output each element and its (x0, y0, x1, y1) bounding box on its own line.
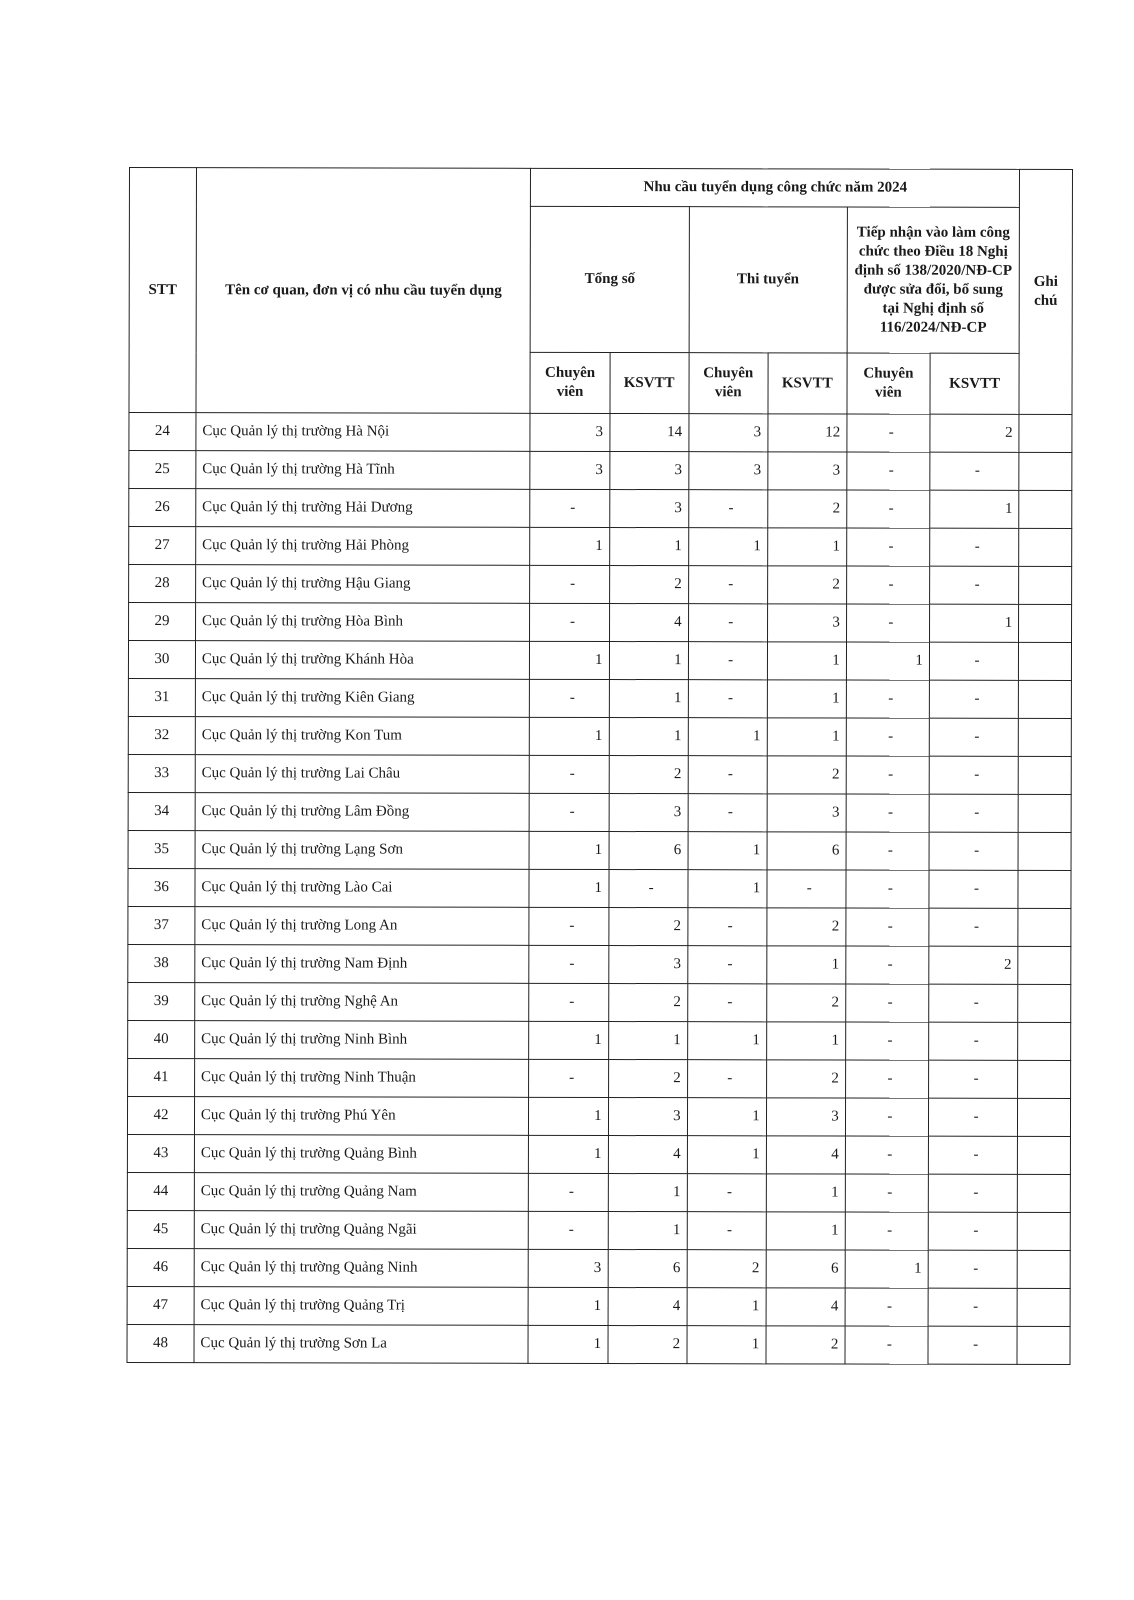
total-ksvtt-cell: 4 (609, 604, 688, 642)
total-ksvtt-cell: 1 (608, 1022, 687, 1060)
receive-specialist-cell: - (846, 680, 929, 718)
exam-ksvtt-cell: 6 (766, 1250, 845, 1288)
receive-specialist-cell: - (846, 984, 929, 1022)
receive-ksvtt-cell: - (928, 1136, 1017, 1174)
header-total-ksvtt: KSVTT (610, 353, 689, 414)
total-ksvtt-cell: 2 (608, 984, 687, 1022)
total-specialist-cell: 1 (529, 1021, 608, 1059)
note-cell (1018, 946, 1071, 984)
stt-cell: 44 (127, 1172, 194, 1210)
receive-specialist-cell: 1 (846, 642, 929, 680)
receive-ksvtt-cell: - (928, 1060, 1017, 1098)
total-ksvtt-cell: 2 (608, 908, 687, 946)
exam-specialist-cell: 2 (687, 1250, 766, 1288)
receive-specialist-cell: - (846, 794, 929, 832)
exam-ksvtt-cell: 6 (767, 832, 846, 870)
table-row (127, 1286, 1070, 1326)
exam-specialist-cell: 1 (687, 1136, 766, 1174)
exam-specialist-cell: - (688, 604, 767, 642)
stt-cell: 32 (128, 716, 195, 754)
note-cell (1018, 718, 1071, 756)
exam-ksvtt-cell: 1 (767, 946, 846, 984)
stt-cell: 42 (127, 1096, 194, 1134)
stt-cell: 48 (127, 1324, 194, 1362)
org-name-cell: Cục Quản lý thị trường Nghệ An (195, 983, 530, 1022)
note-cell (1018, 870, 1071, 908)
exam-ksvtt-cell: 4 (766, 1136, 845, 1174)
note-cell (1019, 566, 1072, 604)
table-row (127, 1248, 1070, 1288)
total-ksvtt-cell: 2 (609, 756, 688, 794)
note-cell (1019, 680, 1072, 718)
total-ksvtt-cell: 6 (608, 1250, 687, 1288)
receive-ksvtt-cell: - (929, 984, 1018, 1022)
total-specialist-cell: - (530, 793, 609, 831)
total-ksvtt-cell: 3 (608, 946, 687, 984)
table-row (129, 527, 1072, 567)
table-row (129, 413, 1072, 453)
exam-ksvtt-cell: 3 (767, 604, 846, 642)
org-name-cell: Cục Quản lý thị trường Hậu Giang (195, 565, 530, 604)
receive-specialist-cell: - (847, 490, 930, 528)
header-demand: Nhu cầu tuyển dụng công chức năm 2024 (531, 168, 1020, 207)
total-specialist-cell: - (529, 1173, 608, 1211)
total-specialist-cell: - (529, 1211, 608, 1249)
total-specialist-cell: - (529, 945, 608, 983)
exam-specialist-cell: - (687, 1212, 766, 1250)
receive-ksvtt-cell: - (930, 528, 1019, 566)
receive-specialist-cell: - (845, 1136, 928, 1174)
exam-specialist-cell: - (687, 984, 766, 1022)
note-cell (1019, 642, 1072, 680)
org-name-cell: Cục Quản lý thị trường Lào Cai (195, 869, 530, 908)
total-ksvtt-cell: 2 (609, 566, 688, 604)
header-total: Tổng số (531, 206, 689, 352)
exam-ksvtt-cell: 2 (766, 984, 845, 1022)
total-specialist-cell: 1 (530, 527, 609, 565)
receive-ksvtt-cell: 2 (930, 414, 1019, 452)
exam-ksvtt-cell: 1 (767, 528, 846, 566)
receive-ksvtt-cell: - (929, 642, 1018, 680)
header-receive-ksvtt: KSVTT (930, 353, 1019, 414)
total-ksvtt-cell: 1 (608, 1212, 687, 1250)
header-org-name: Tên cơ quan, đơn vị có nhu cầu tuyển dụng (196, 168, 531, 414)
note-cell (1018, 794, 1071, 832)
receive-specialist-cell: - (845, 1060, 928, 1098)
total-specialist-cell: 3 (530, 413, 609, 451)
table-row (129, 451, 1072, 491)
exam-specialist-cell: - (688, 642, 767, 680)
exam-specialist-cell: 1 (687, 1022, 766, 1060)
org-name-cell: Cục Quản lý thị trường Lạng Sơn (195, 831, 530, 870)
org-name-cell: Cục Quản lý thị trường Lai Châu (195, 755, 530, 794)
total-ksvtt-cell: 1 (608, 1174, 687, 1212)
stt-cell: 31 (128, 678, 195, 716)
total-specialist-cell: - (529, 907, 608, 945)
stt-cell: 25 (129, 451, 196, 489)
receive-ksvtt-cell: 1 (929, 604, 1018, 642)
receive-ksvtt-cell: - (929, 756, 1018, 794)
receive-specialist-cell: - (846, 832, 929, 870)
exam-ksvtt-cell: 2 (766, 1060, 845, 1098)
exam-ksvtt-cell: 3 (767, 794, 846, 832)
receive-specialist-cell: - (846, 718, 929, 756)
total-ksvtt-cell: 1 (609, 642, 688, 680)
total-ksvtt-cell: 4 (608, 1136, 687, 1174)
total-ksvtt-cell: 6 (609, 832, 688, 870)
total-ksvtt-cell: 14 (609, 414, 688, 452)
stt-cell: 43 (127, 1134, 194, 1172)
table-row (128, 754, 1071, 794)
total-specialist-cell: - (530, 565, 609, 603)
total-ksvtt-cell: 2 (608, 1326, 687, 1364)
exam-ksvtt-cell: 2 (767, 756, 846, 794)
receive-specialist-cell: - (846, 946, 929, 984)
org-name-cell: Cục Quản lý thị trường Quảng Nam (194, 1173, 529, 1212)
total-specialist-cell: 3 (529, 1249, 608, 1287)
total-specialist-cell: - (530, 489, 609, 527)
org-name-cell: Cục Quản lý thị trường Ninh Thuận (194, 1059, 529, 1098)
total-ksvtt-cell: 3 (609, 794, 688, 832)
receive-specialist-cell: - (845, 1212, 928, 1250)
exam-specialist-cell: - (688, 908, 767, 946)
org-name-cell: Cục Quản lý thị trường Lâm Đồng (195, 793, 530, 832)
org-name-cell: Cục Quản lý thị trường Khánh Hòa (195, 641, 530, 680)
table-row (127, 1096, 1070, 1136)
org-name-cell: Cục Quản lý thị trường Hải Phòng (196, 527, 531, 566)
total-ksvtt-cell: 4 (608, 1288, 687, 1326)
org-name-cell: Cục Quản lý thị trường Quảng Ninh (194, 1249, 529, 1288)
receive-specialist-cell: - (845, 1022, 928, 1060)
header-receive: Tiếp nhận vào làm công chức theo Điều 18 Nghị định số 138/2020/NĐ-CP được sửa đổi, bổ sung tại Nghị định số 116/2024/NĐ-CP (847, 207, 1020, 353)
note-cell (1019, 452, 1072, 490)
stt-cell: 29 (129, 603, 196, 641)
exam-specialist-cell: - (688, 490, 767, 528)
exam-ksvtt-cell: 4 (766, 1288, 845, 1326)
org-name-cell: Cục Quản lý thị trường Nam Định (195, 945, 530, 984)
org-name-cell: Cục Quản lý thị trường Kon Tum (195, 717, 530, 756)
org-name-cell: Cục Quản lý thị trường Quảng Trị (194, 1287, 529, 1326)
recruitment-table (126, 167, 1073, 1365)
stt-cell: 24 (129, 413, 196, 451)
stt-cell: 34 (128, 792, 195, 830)
receive-specialist-cell: - (846, 870, 929, 908)
exam-specialist-cell: 1 (688, 528, 767, 566)
note-cell (1017, 1250, 1070, 1288)
org-name-cell: Cục Quản lý thị trường Hà Tĩnh (196, 451, 531, 490)
table-row (128, 830, 1071, 870)
exam-specialist-cell: 1 (688, 832, 767, 870)
note-cell (1018, 832, 1071, 870)
receive-specialist-cell: - (845, 1326, 928, 1364)
note-cell (1018, 1060, 1071, 1098)
table-row (129, 603, 1072, 643)
table-row (127, 1134, 1070, 1174)
stt-cell: 35 (128, 830, 195, 868)
stt-cell: 26 (129, 489, 196, 527)
receive-ksvtt-cell: - (928, 1288, 1017, 1326)
exam-specialist-cell: - (688, 566, 767, 604)
exam-ksvtt-cell: 2 (767, 908, 846, 946)
org-name-cell: Cục Quản lý thị trường Hòa Bình (195, 603, 530, 642)
receive-ksvtt-cell: 2 (929, 946, 1018, 984)
table-row (127, 1172, 1070, 1212)
org-name-cell: Cục Quản lý thị trường Phú Yên (194, 1097, 529, 1136)
note-cell (1017, 1288, 1070, 1326)
exam-ksvtt-cell: 1 (767, 642, 846, 680)
stt-cell: 37 (128, 906, 195, 944)
total-ksvtt-cell: 3 (608, 1098, 687, 1136)
total-ksvtt-cell: 1 (609, 528, 688, 566)
table-body (127, 413, 1072, 1365)
stt-cell: 38 (128, 944, 195, 982)
stt-cell: 46 (127, 1248, 194, 1286)
receive-ksvtt-cell: - (929, 870, 1018, 908)
receive-specialist-cell: - (847, 414, 930, 452)
exam-specialist-cell: - (688, 794, 767, 832)
stt-cell: 30 (128, 641, 195, 679)
total-specialist-cell: 1 (529, 1135, 608, 1173)
receive-specialist-cell: - (846, 604, 929, 642)
exam-specialist-cell: 3 (689, 414, 768, 452)
total-ksvtt-cell: 3 (609, 490, 688, 528)
table-row (128, 641, 1071, 681)
exam-specialist-cell: - (688, 680, 767, 718)
exam-specialist-cell: 1 (687, 1326, 766, 1364)
receive-ksvtt-cell: - (930, 452, 1019, 490)
org-name-cell: Cục Quản lý thị trường Quảng Bình (194, 1135, 529, 1174)
org-name-cell: Cục Quản lý thị trường Hải Dương (196, 489, 531, 528)
note-cell (1019, 414, 1072, 452)
total-specialist-cell: - (530, 755, 609, 793)
total-ksvtt-cell: 1 (609, 718, 688, 756)
stt-cell: 33 (128, 754, 195, 792)
receive-ksvtt-cell: - (929, 794, 1018, 832)
note-cell (1018, 1098, 1071, 1136)
note-cell (1018, 908, 1071, 946)
total-specialist-cell: - (530, 679, 609, 717)
exam-ksvtt-cell: 2 (767, 490, 846, 528)
exam-specialist-cell: 3 (688, 452, 767, 490)
note-cell (1018, 756, 1071, 794)
exam-specialist-cell: - (687, 1060, 766, 1098)
table-row (129, 565, 1072, 605)
receive-ksvtt-cell: - (929, 1022, 1018, 1060)
receive-ksvtt-cell: - (929, 832, 1018, 870)
org-name-cell: Cục Quản lý thị trường Hà Nội (196, 413, 531, 452)
receive-ksvtt-cell: - (930, 566, 1019, 604)
receive-specialist-cell: - (846, 908, 929, 946)
receive-ksvtt-cell: - (929, 680, 1018, 718)
exam-ksvtt-cell: 1 (767, 718, 846, 756)
receive-specialist-cell: 1 (845, 1250, 928, 1288)
header-note: Ghi chú (1019, 169, 1072, 414)
org-name-cell: Cục Quản lý thị trường Quảng Ngãi (194, 1211, 529, 1250)
exam-specialist-cell: - (687, 1174, 766, 1212)
org-name-cell: Cục Quản lý thị trường Ninh Bình (195, 1021, 530, 1060)
total-specialist-cell: 1 (529, 1097, 608, 1135)
exam-ksvtt-cell: 3 (766, 1098, 845, 1136)
table-row (128, 716, 1071, 756)
header-exam-ksvtt: KSVTT (768, 353, 847, 414)
table-row (128, 982, 1071, 1022)
table-row (128, 944, 1071, 984)
note-cell (1017, 1212, 1070, 1250)
total-specialist-cell: - (529, 1059, 608, 1097)
total-ksvtt-cell: - (609, 870, 688, 908)
exam-specialist-cell: - (688, 756, 767, 794)
total-ksvtt-cell: 1 (609, 680, 688, 718)
note-cell (1018, 1022, 1071, 1060)
table-row (127, 1210, 1070, 1250)
stt-cell: 36 (128, 868, 195, 906)
stt-cell: 41 (128, 1058, 195, 1096)
exam-ksvtt-cell: 2 (767, 566, 846, 604)
header-stt: STT (129, 168, 196, 413)
exam-ksvtt-cell: 1 (767, 680, 846, 718)
table-row (129, 489, 1072, 529)
table-row (128, 1058, 1071, 1098)
total-specialist-cell: 1 (530, 717, 609, 755)
receive-ksvtt-cell: - (929, 718, 1018, 756)
receive-specialist-cell: - (845, 1288, 928, 1326)
receive-specialist-cell: - (846, 528, 929, 566)
header-exam-specialist: Chuyên viên (689, 353, 768, 414)
exam-ksvtt-cell: 1 (766, 1212, 845, 1250)
stt-cell: 40 (128, 1020, 195, 1058)
receive-specialist-cell: - (847, 452, 930, 490)
total-specialist-cell: - (529, 983, 608, 1021)
note-cell (1018, 984, 1071, 1022)
header-total-specialist: Chuyên viên (530, 352, 609, 413)
note-cell (1018, 1174, 1071, 1212)
exam-ksvtt-cell: 1 (766, 1174, 845, 1212)
table-row (128, 1020, 1071, 1060)
receive-ksvtt-cell: - (928, 1212, 1017, 1250)
org-name-cell: Cục Quản lý thị trường Kiên Giang (195, 679, 530, 718)
total-specialist-cell: 1 (529, 1287, 608, 1325)
exam-specialist-cell: 1 (688, 870, 767, 908)
exam-specialist-cell: 1 (687, 1098, 766, 1136)
receive-ksvtt-cell: - (928, 1174, 1017, 1212)
receive-ksvtt-cell: - (929, 908, 1018, 946)
receive-ksvtt-cell: 1 (930, 490, 1019, 528)
org-name-cell: Cục Quản lý thị trường Sơn La (194, 1325, 529, 1364)
receive-ksvtt-cell: - (928, 1326, 1017, 1364)
stt-cell: 45 (127, 1210, 194, 1248)
stt-cell: 47 (127, 1286, 194, 1324)
total-ksvtt-cell: 3 (609, 452, 688, 490)
stt-cell: 39 (128, 982, 195, 1020)
note-cell (1018, 1136, 1071, 1174)
receive-specialist-cell: - (845, 1174, 928, 1212)
total-specialist-cell: 1 (529, 869, 608, 907)
exam-specialist-cell: - (687, 946, 766, 984)
table-row (127, 1324, 1070, 1364)
total-ksvtt-cell: 2 (608, 1060, 687, 1098)
note-cell (1017, 1326, 1070, 1364)
table-header (129, 168, 1073, 415)
exam-ksvtt-cell: - (767, 870, 846, 908)
exam-ksvtt-cell: 1 (766, 1022, 845, 1060)
header-exam: Thi tuyển (689, 207, 847, 353)
exam-ksvtt-cell: 3 (768, 452, 847, 490)
table-row (128, 792, 1071, 832)
total-specialist-cell: 3 (530, 451, 609, 489)
note-cell (1019, 490, 1072, 528)
table-row (128, 678, 1071, 718)
stt-cell: 28 (129, 565, 196, 603)
total-specialist-cell: 1 (530, 831, 609, 869)
receive-specialist-cell: - (846, 566, 929, 604)
receive-ksvtt-cell: - (928, 1098, 1017, 1136)
exam-ksvtt-cell: 12 (768, 414, 847, 452)
exam-specialist-cell: 1 (687, 1288, 766, 1326)
note-cell (1019, 528, 1072, 566)
total-specialist-cell: 1 (528, 1325, 607, 1363)
table-row (128, 906, 1071, 946)
note-cell (1019, 604, 1072, 642)
total-specialist-cell: 1 (530, 641, 609, 679)
total-specialist-cell: - (530, 603, 609, 641)
exam-ksvtt-cell: 2 (766, 1326, 845, 1364)
exam-specialist-cell: 1 (688, 718, 767, 756)
org-name-cell: Cục Quản lý thị trường Long An (195, 907, 530, 946)
receive-specialist-cell: - (846, 756, 929, 794)
receive-ksvtt-cell: - (928, 1250, 1017, 1288)
stt-cell: 27 (129, 527, 196, 565)
header-receive-specialist: Chuyên viên (847, 353, 930, 414)
table-row (128, 868, 1071, 908)
receive-specialist-cell: - (845, 1098, 928, 1136)
